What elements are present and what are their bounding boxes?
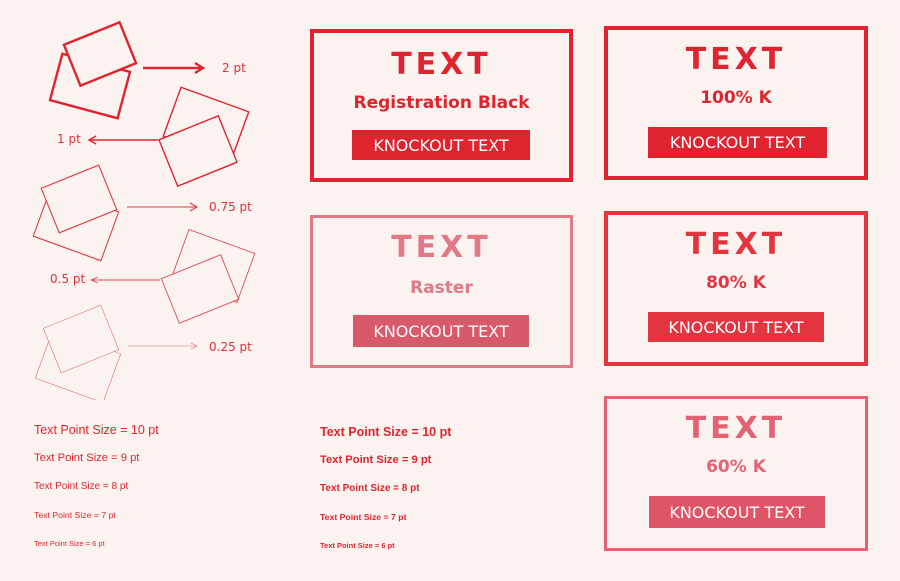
stroke-sample-2pt: [50, 22, 203, 118]
box-title: TEXT: [685, 411, 787, 446]
knockout-bar: KNOCKOUT TEXT: [648, 312, 824, 342]
box-title: TEXT: [685, 227, 787, 262]
stroke-label-1pt: 1 pt: [57, 132, 81, 146]
stroke-label-2pt: 2 pt: [222, 61, 246, 75]
knockout-bar: KNOCKOUT TEXT: [649, 496, 825, 528]
stroke-sample-025pt: [35, 305, 197, 400]
point-size-7pt-bold: Text Point Size = 7 pt: [320, 512, 407, 522]
stroke-label-05pt: 0.5 pt: [50, 272, 86, 286]
stroke-sample-075pt: [33, 165, 197, 261]
point-size-8pt: Text Point Size = 8 pt: [34, 481, 129, 492]
stroke-label-075pt: 0.75 pt: [209, 200, 252, 214]
box-title: TEXT: [685, 42, 787, 77]
stroke-label-025pt: 0.25 pt: [209, 340, 252, 354]
box-title: TEXT: [391, 230, 492, 265]
box-100k: [604, 26, 868, 180]
point-size-8pt-bold: Text Point Size = 8 pt: [320, 483, 420, 494]
box-60k: [604, 396, 868, 551]
point-size-9pt: Text Point Size = 9 pt: [34, 452, 140, 464]
box-subtitle: 60% K: [706, 457, 766, 477]
knockout-bar: KNOCKOUT TEXT: [648, 127, 827, 158]
point-size-6pt: Text Point Size = 6 pt: [34, 539, 105, 548]
box-subtitle: 100% K: [700, 88, 772, 108]
point-size-10pt-bold: Text Point Size = 10 pt: [320, 425, 452, 439]
box-raster: [310, 215, 573, 368]
stroke-weight-samples: [0, 0, 300, 400]
stroke-sample-1pt: [89, 87, 249, 186]
box-subtitle: Registration Black: [353, 93, 530, 113]
point-size-6pt-bold: Text Point Size = 6 pt: [320, 541, 395, 550]
box-subtitle: 80% K: [706, 273, 766, 293]
box-registration-black: [310, 29, 573, 182]
knockout-bar: KNOCKOUT TEXT: [353, 315, 529, 347]
point-size-9pt-bold: Text Point Size = 9 pt: [320, 454, 432, 466]
stroke-sample-05pt: [91, 230, 255, 324]
box-80k: [604, 211, 868, 366]
point-size-10pt: Text Point Size = 10 pt: [34, 423, 159, 437]
box-subtitle: Raster: [410, 278, 473, 298]
knockout-bar: KNOCKOUT TEXT: [352, 130, 530, 160]
point-size-7pt: Text Point Size = 7 pt: [34, 510, 116, 520]
box-title: TEXT: [391, 47, 492, 82]
